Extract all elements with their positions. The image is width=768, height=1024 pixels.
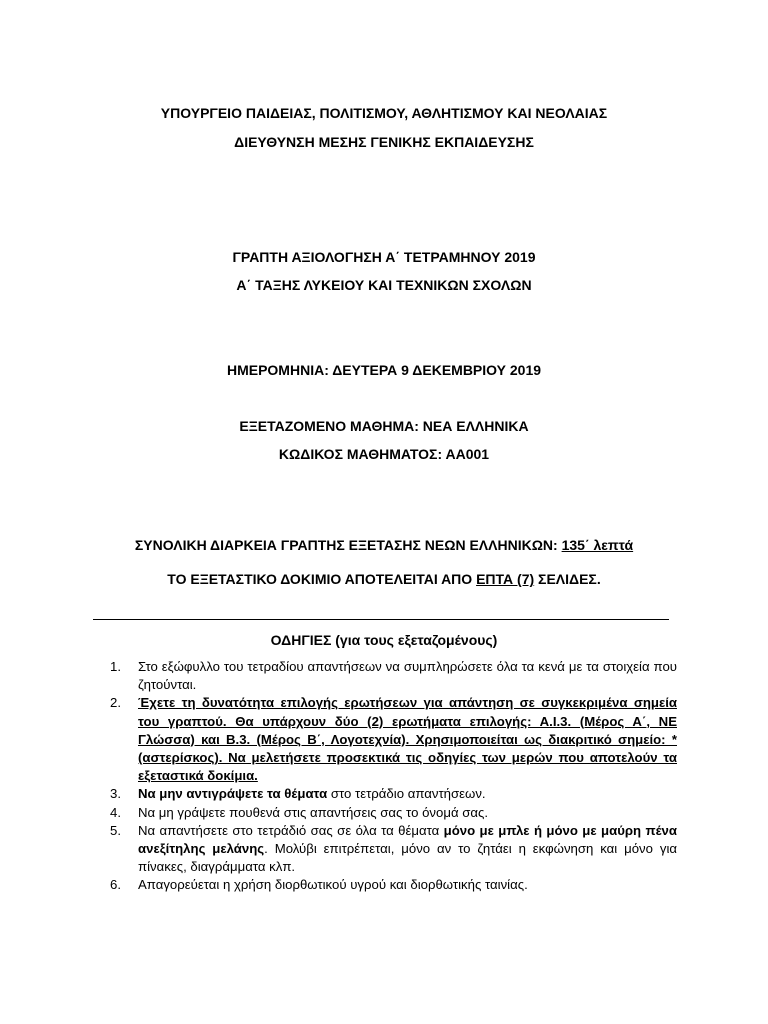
instruction-number: 3. [110,786,121,802]
instruction-number: 4. [110,804,121,820]
pages-suffix: ΣΕΛΙΔΕΣ. [534,571,601,587]
instructions-subheading: (για τους εξεταζομένους) [335,632,498,648]
instruction-text: στο τετράδιο απαντήσεων. [327,786,486,802]
instructions-heading: ΟΔΗΓΙΕΣ [270,632,332,648]
instruction-text: Να μη γράψετε πουθενά στις απαντήσεις σας το όνομά σας. [138,804,489,820]
pages-value: ΕΠΤΑ (7) [476,571,535,587]
separator-line [93,619,669,620]
instruction-text: Να απαντήσετε στο τετράδιό σας σε όλα τα θέματα [138,822,444,838]
duration-label: ΣΥΝΟΛΙΚΗ ΔΙΑΡΚΕΙΑ ΓΡΑΠΤΗΣ ΕΞΕΤΑΣΗΣ ΝΕΩΝ ΕΛΛΗΝΙΚΩΝ: [134,537,562,553]
instruction-number: 2. [110,695,121,711]
exam-class: Α΄ ΤΑΞΗΣ ΛΥΚΕΙΟΥ ΚΑΙ ΤΕΧΝΙΚΩΝ ΣΧΟΛΩΝ [236,277,532,293]
subject-code: ΚΩΔΙΚΟΣ ΜΑΘΗΜΑΤΟΣ: ΑΑ001 [278,446,490,462]
instruction-item [110,658,677,694]
duration-value: 135΄ λεπτά [561,537,634,553]
instruction-text: Έχετε τη δυνατότητα επιλογής ερωτήσεων για απάντηση σε συγκεκριμένα σημεία του γραπτού. Θα υπάρχουν δύο (2) ερωτήματα επιλογής: Α.Ι.3. (Μέρος Α΄, ΝΕ Γλώσσα) και Β.3. (Μέρος Β΄, Λογοτεχνία). Χρησιμοποιείται ως διακριτικό σημείο: * (αστερίσκος). Να μελετήσετε προσεκτικά τις οδηγίες των μερών που αποτελούν τα εξεταστικά δοκίμια. [138,695,677,784]
instruction-bold-text: Να μην αντιγράψετε τα θέματα [138,786,328,802]
instruction-number: 5. [110,822,121,838]
instruction-item [110,876,677,894]
exam-title: ΓΡΑΠΤΗ ΑΞΙΟΛΟΓΗΣΗ Α΄ ΤΕΤΡΑΜΗΝΟΥ 2019 [232,249,536,265]
exam-date: ΗΜΕΡΟΜΗΝΙΑ: ΔΕΥΤΕΡΑ 9 ΔΕΚΕΜΒΡΙΟΥ 2019 [226,362,542,378]
exam-subject: ΕΞΕΤΑΖΟΜΕΝΟ ΜΑΘΗΜΑ: ΝΕΑ ΕΛΛΗΝΙΚΑ [239,418,529,434]
instruction-item [110,694,677,785]
instruction-item [110,785,677,803]
directorate-heading: ΔΙΕΥΘΥΝΣΗ ΜΕΣΗΣ ΓΕΝΙΚΗΣ ΕΚΠΑΙΔΕΥΣΗΣ [234,134,534,150]
instruction-text: Στο εξώφυλλο του τετραδίου απαντήσεων να συμπληρώσετε όλα τα κενά με τα στοιχεία που ζητούνται. [138,659,677,693]
instruction-item [110,804,677,822]
pages-prefix: ΤΟ ΕΞΕΤΑΣΤΙΚΟ ΔΟΚΙΜΙΟ ΑΠΟΤΕΛΕΙΤΑΙ ΑΠΟ [167,571,477,587]
instruction-bold-text: μόνο με μπλε ή μόνο με μαύρη πένα ανεξίτηλης μελάνης [138,822,677,857]
instruction-text-end: . Μολύβι επιτρέπεται, μόνο αν το ζητάει η εκφώνηση και μόνο για πίνακες, διαγράμματα κλπ. [138,841,677,875]
instruction-number: 6. [110,877,121,893]
exam-pages [0,570,768,588]
instructions-title [0,632,768,648]
instruction-text: Απαγορεύεται η χρήση διορθωτικού υγρού και διορθωτικής ταινίας. [138,877,528,893]
instructions-list [110,658,677,895]
ministry-heading: ΥΠΟΥΡΓΕΙΟ ΠΑΙΔΕΙΑΣ, ΠΟΛΙΤΙΣΜΟΥ, ΑΘΛΗΤΙΣΜΟΥ ΚΑΙ ΝΕΟΛΑΙΑΣ [160,105,608,121]
instruction-item [110,822,677,877]
instruction-number: 1. [110,659,121,674]
exam-duration [0,536,768,554]
